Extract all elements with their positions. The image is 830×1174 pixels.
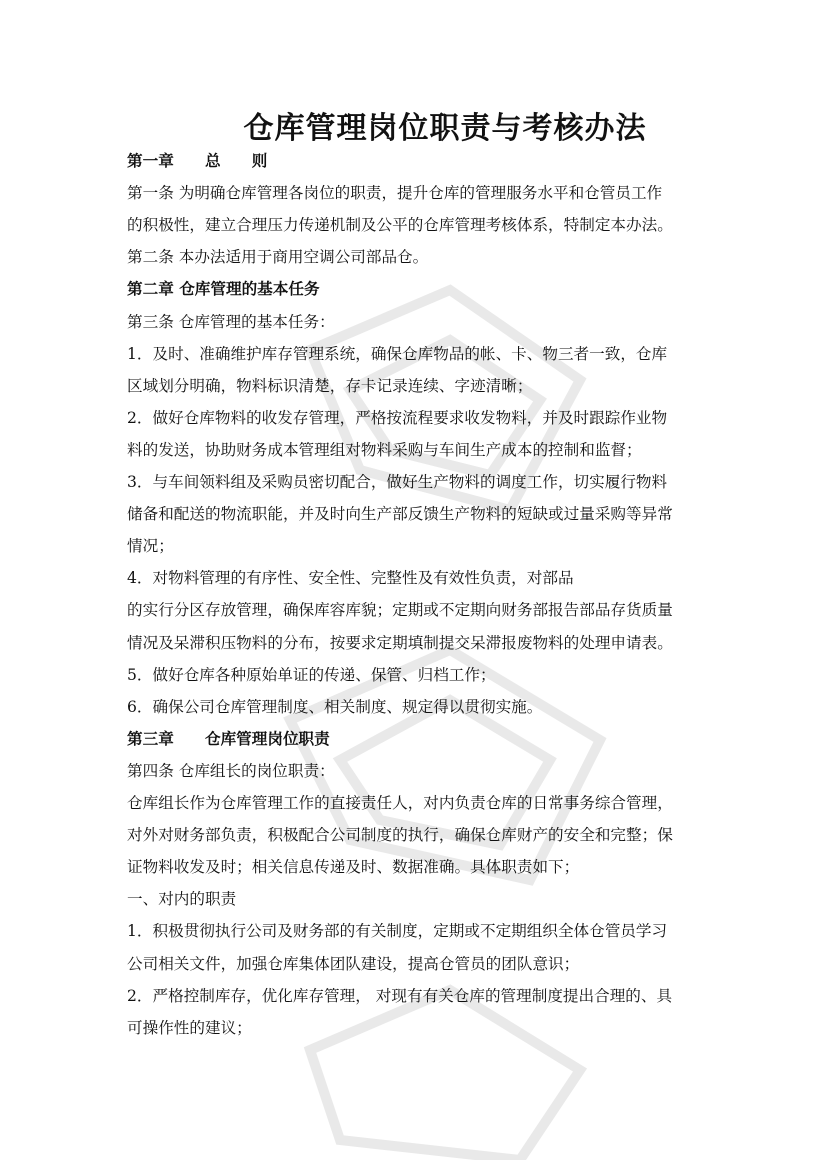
body-line: 的积极性，建立合理压力传递机制及公平的仓库管理考核体系，特制定本办法。 [127, 216, 673, 235]
body-line: 1．积极贯彻执行公司及财务部的有关制度，定期或不定期组织全体仓管员学习 [127, 922, 668, 941]
body-line: 3．与车间领料组及采购员密切配合，做好生产物料的调度工作，切实履行物料 [127, 473, 668, 491]
body-line: 仓库组长作为仓库管理工作的直接责任人，对内负责仓库的日常事务综合管理， [127, 794, 673, 812]
body-line: 可操作性的建议； [127, 1018, 252, 1037]
body-line: 5．做好仓库各种原始单证的传递、保管、归档工作； [127, 665, 496, 684]
body-line: 情况； [127, 537, 174, 556]
chapter-heading: 第二章 仓库管理的基本任务 [127, 280, 320, 299]
body-line: 6．确保公司仓库管理制度、相关制度、规定得以贯彻实施。 [127, 697, 543, 716]
body-line: 证物料收发及时；相关信息传递及时、数据准确。具体职责如下； [127, 858, 580, 877]
body-line: 4．对物料管理的有序性、安全性、完整性及有效性负责，对部品 [127, 569, 574, 588]
body-line: 储备和配送的物流职能，并及时向生产部反馈生产物料的短缺或过量采购等异常 [127, 505, 673, 524]
body-line: 情况及呆滞积压物料的分布，按要求定期填制提交呆滞报废物料的处理申请表。 [127, 633, 673, 652]
body-line: 2．严格控制库存，优化库存管理， 对现有有关仓库的管理制度提出合理的、具 [127, 986, 673, 1005]
body-line: 公司相关文件，加强仓库集体团队建设，提高仓管员的团队意识； [127, 954, 580, 973]
body-line: 的实行分区存放管理，确保库容库貌；定期或不定期向财务部报告部品存货质量 [127, 601, 673, 620]
body-line: 区域划分明确，物料标识清楚，存卡记录连续、字迹清晰； [127, 376, 533, 395]
body-line: 第四条 仓库组长的岗位职责： [127, 761, 335, 780]
body-line: 料的发送，协助财务成本管理组对物料采购与车间生产成本的控制和监督； [127, 440, 642, 459]
body-line: 第三条 仓库管理的基本任务： [127, 312, 335, 331]
chapter-heading: 第一章 总 则 [127, 152, 268, 170]
body-line: 第二条 本办法适用于商用空调公司部品仓。 [127, 248, 429, 267]
body-line: 对外对财务部负责，积极配合公司制度的执行，确保仓库财产的安全和完整；保 [127, 826, 673, 845]
body-line: 2．做好仓库物料的收发存管理，严格按流程要求收发物料，并及时跟踪作业物 [127, 408, 668, 427]
body-line: 一、对内的职责 [127, 890, 237, 909]
body-line: 1．及时、准确维护库存管理系统，确保仓库物品的帐、卡、物三者一致，仓库 [127, 344, 668, 363]
document-title: 仓库管理岗位职责与考核办法 [243, 111, 647, 146]
body-line: 第一条 为明确仓库管理各岗位的职责，提升仓库的管理服务水平和仓管员工作 [127, 184, 663, 203]
chapter-heading: 第三章 仓库管理岗位职责 [127, 729, 330, 748]
